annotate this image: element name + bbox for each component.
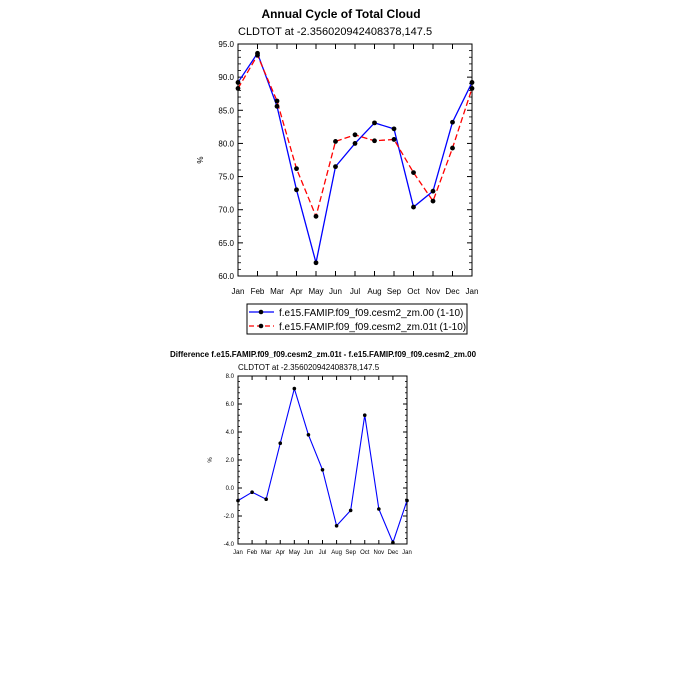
series-1-point bbox=[392, 126, 397, 131]
x-tick-label: May bbox=[288, 550, 301, 556]
x-tick-label: Apr bbox=[290, 287, 303, 296]
chart-title: Annual Cycle of Total Cloud bbox=[261, 7, 421, 21]
series-group bbox=[236, 51, 475, 265]
series-1-point bbox=[353, 141, 358, 146]
series-1-point bbox=[372, 120, 377, 125]
annual-cycle-chart bbox=[196, 7, 478, 334]
series-2-point bbox=[314, 214, 319, 219]
y-tick-label: 2.0 bbox=[225, 458, 234, 464]
y-tick-label: 95.0 bbox=[218, 40, 234, 49]
legend-label-series-1: f.e15.FAMIP.f09_f09.cesm2_zm.00 (1-10) bbox=[279, 308, 464, 319]
series-2-point bbox=[294, 166, 299, 171]
difference-chart-subtitle: CLDTOT at -2.356020942408378,147.5 bbox=[238, 363, 380, 372]
y-tick-label: 0.0 bbox=[225, 486, 234, 492]
series-2-point bbox=[275, 99, 280, 104]
series-1-point bbox=[278, 441, 282, 445]
series-2-point bbox=[431, 199, 436, 204]
series-1-point bbox=[293, 387, 297, 391]
x-tick-label: Jun bbox=[303, 550, 314, 556]
legend-marker-series-1 bbox=[259, 310, 264, 315]
y-tick-label: 6.0 bbox=[225, 402, 234, 408]
series-1-point bbox=[236, 499, 240, 503]
x-tick-label: Nov bbox=[373, 550, 385, 556]
y-tick-label: -4.0 bbox=[223, 542, 234, 548]
series-1-point bbox=[250, 490, 254, 494]
series-1-point bbox=[405, 499, 409, 503]
y-tick-label: 80.0 bbox=[218, 139, 234, 149]
series-2-point bbox=[255, 53, 260, 58]
x-tick-label: Apr bbox=[275, 550, 285, 556]
y-axis-label: % bbox=[196, 156, 205, 164]
series-2-point bbox=[450, 146, 455, 151]
series-2-point bbox=[333, 139, 338, 144]
series-2-point bbox=[353, 132, 358, 137]
legend bbox=[247, 304, 467, 334]
series-1-point bbox=[363, 413, 367, 417]
difference-plot-frame bbox=[238, 376, 407, 544]
series-1-point bbox=[411, 205, 416, 210]
x-tick-label: Jul bbox=[349, 287, 361, 296]
x-tick-label: May bbox=[308, 287, 324, 296]
series-1-point bbox=[391, 541, 395, 545]
series-2-point bbox=[372, 138, 377, 143]
chart-subtitle: CLDTOT at -2.356020942408378,147.5 bbox=[238, 26, 433, 38]
series-1-point bbox=[321, 468, 325, 472]
x-tick-label: Aug bbox=[331, 550, 342, 556]
series-1-point bbox=[236, 80, 241, 85]
series-line-1 bbox=[238, 389, 407, 543]
x-tick-label: Nov bbox=[425, 287, 441, 296]
y-tick-label: 75.0 bbox=[218, 172, 234, 182]
plot-frame bbox=[238, 44, 472, 276]
y-tick-label: 90.0 bbox=[218, 73, 234, 83]
x-tick-label: Sep bbox=[345, 550, 357, 556]
series-1-point bbox=[431, 189, 436, 194]
series-2-point bbox=[236, 86, 241, 91]
difference-chart-title: Difference f.e15.FAMIP.f09_f09.cesm2_zm.01t - f.e15.FAMIP.f09_f09.cesm2_zm.00 bbox=[169, 350, 477, 359]
series-1-point bbox=[377, 507, 381, 511]
series-1-point bbox=[294, 187, 299, 192]
legend-label-series-2: f.e15.FAMIP.f09_f09.cesm2_zm.01t (1-10) bbox=[279, 322, 467, 333]
difference-y-axis-label: % bbox=[208, 457, 214, 463]
x-tick-label: Jul bbox=[318, 550, 327, 556]
x-tick-label: Jan bbox=[231, 287, 245, 296]
legend-marker-series-2 bbox=[259, 324, 264, 329]
y-tick-label: 4.0 bbox=[225, 430, 234, 436]
series-1-point bbox=[349, 509, 353, 513]
y-tick-label: -2.0 bbox=[223, 514, 234, 520]
x-tick-label: Jan bbox=[402, 550, 412, 556]
y-tick-label: 85.0 bbox=[218, 106, 234, 116]
x-tick-label: Feb bbox=[250, 287, 265, 296]
series-1-point bbox=[264, 497, 268, 501]
x-tick-label: Aug bbox=[367, 287, 382, 296]
y-tick-label: 70.0 bbox=[218, 205, 234, 215]
series-1-point bbox=[470, 80, 475, 85]
series-2-point bbox=[411, 170, 416, 175]
series-2-point bbox=[470, 86, 475, 91]
x-tick-label: Mar bbox=[260, 550, 272, 556]
y-tick-label: 65.0 bbox=[218, 238, 234, 248]
series-1-point bbox=[450, 120, 455, 125]
series-line-1 bbox=[238, 53, 472, 262]
series-1-point bbox=[275, 104, 280, 109]
x-tick-label: Sep bbox=[386, 287, 402, 296]
x-tick-label: Jun bbox=[329, 287, 342, 296]
x-tick-label: Oct bbox=[360, 550, 370, 556]
x-tick-label: Mar bbox=[270, 287, 284, 296]
series-1-point bbox=[335, 524, 339, 528]
difference-chart bbox=[170, 350, 477, 556]
y-tick-label: 60.0 bbox=[218, 272, 234, 281]
difference-series-group bbox=[236, 387, 409, 545]
x-tick-label: Jan bbox=[233, 550, 243, 556]
x-tick-label: Jan bbox=[465, 287, 479, 296]
x-tick-label: Dec bbox=[387, 550, 399, 556]
x-tick-label: Dec bbox=[445, 287, 460, 296]
x-tick-label: Feb bbox=[246, 550, 258, 556]
series-1-point bbox=[307, 433, 311, 437]
y-tick-label: 8.0 bbox=[225, 374, 234, 380]
series-1-point bbox=[333, 164, 338, 169]
x-tick-label: Oct bbox=[407, 287, 420, 296]
series-1-point bbox=[314, 260, 319, 265]
series-2-point bbox=[392, 137, 397, 142]
difference-axes bbox=[224, 374, 412, 556]
